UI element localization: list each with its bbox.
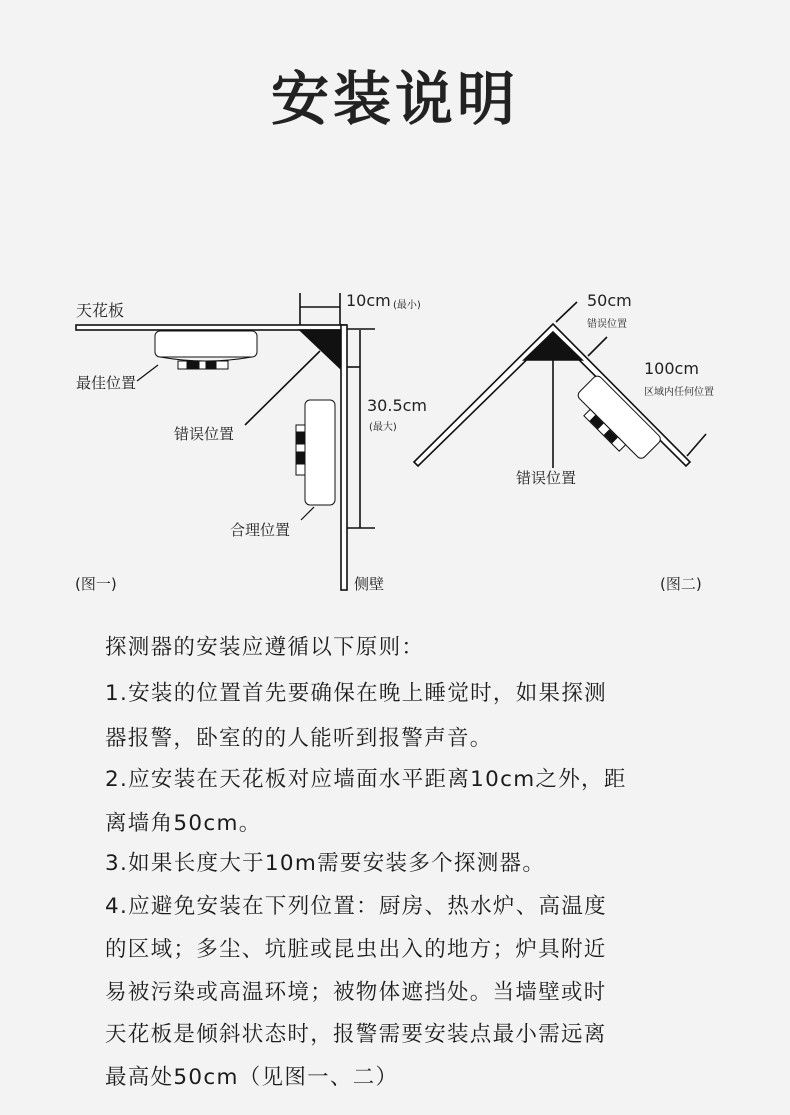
dim-30cm-note: (最大) bbox=[369, 422, 397, 433]
dim-10cm-note: (最小) bbox=[393, 300, 421, 311]
body-line: 器报警，卧室的的人能听到报警声音。 bbox=[105, 726, 493, 751]
dim-100cm-note: 区域内任何位置 bbox=[644, 387, 714, 398]
figure-1-caption: (图一) bbox=[75, 575, 117, 593]
dim-50cm-note: 错误位置 bbox=[587, 319, 627, 330]
dim-50cm-label: 50cm bbox=[587, 291, 632, 310]
side-wall-label: 侧壁 bbox=[354, 575, 385, 593]
side-wall bbox=[341, 325, 347, 590]
reasonable-position-label: 合理位置 bbox=[230, 521, 291, 539]
body-line: 1.安装的位置首先要确保在晚上睡觉时，如果探测 bbox=[105, 681, 607, 706]
wall-detector bbox=[296, 400, 335, 505]
body-line: 的区域；多尘、坑脏或昆虫出入的地方；炉具附近 bbox=[105, 937, 607, 962]
best-position-label: 最佳位置 bbox=[76, 374, 137, 392]
figure-2-caption: (图二) bbox=[660, 575, 702, 593]
body-line: 4.应避免安装在下列位置：厨房、热水炉、高温度 bbox=[105, 894, 607, 919]
body-line: 探测器的安装应遵循以下原则： bbox=[105, 635, 425, 660]
dim-30cm-label: 30.5cm bbox=[367, 396, 428, 415]
ceiling-label: 天花板 bbox=[76, 301, 125, 320]
body-line: 3.如果长度大于10m需要安装多个探测器。 bbox=[105, 851, 546, 876]
wrong-position-label: 错误位置 bbox=[174, 425, 235, 443]
body-line: 天花板是倾斜状态时，报警需要安装点最小需远离 bbox=[105, 1022, 607, 1047]
body-line: 离墙角50cm。 bbox=[105, 811, 262, 836]
body-line: 易被污染或高温环境；被物体遮挡处。当墙壁或时 bbox=[105, 980, 607, 1005]
body-line: 2.应安装在天花板对应墙面水平距离10cm之外，距 bbox=[105, 767, 627, 792]
wrong-position-label-2: 错误位置 bbox=[516, 469, 577, 487]
body-line: 最高处50cm（见图一、二） bbox=[105, 1065, 399, 1090]
wrong-zone-triangle bbox=[300, 330, 340, 368]
page-title: 安装说明 bbox=[270, 65, 519, 133]
ceiling-detector bbox=[155, 331, 257, 369]
dim-10cm-label: 10cm bbox=[346, 291, 391, 310]
dim-100cm-label: 100cm bbox=[644, 359, 699, 378]
